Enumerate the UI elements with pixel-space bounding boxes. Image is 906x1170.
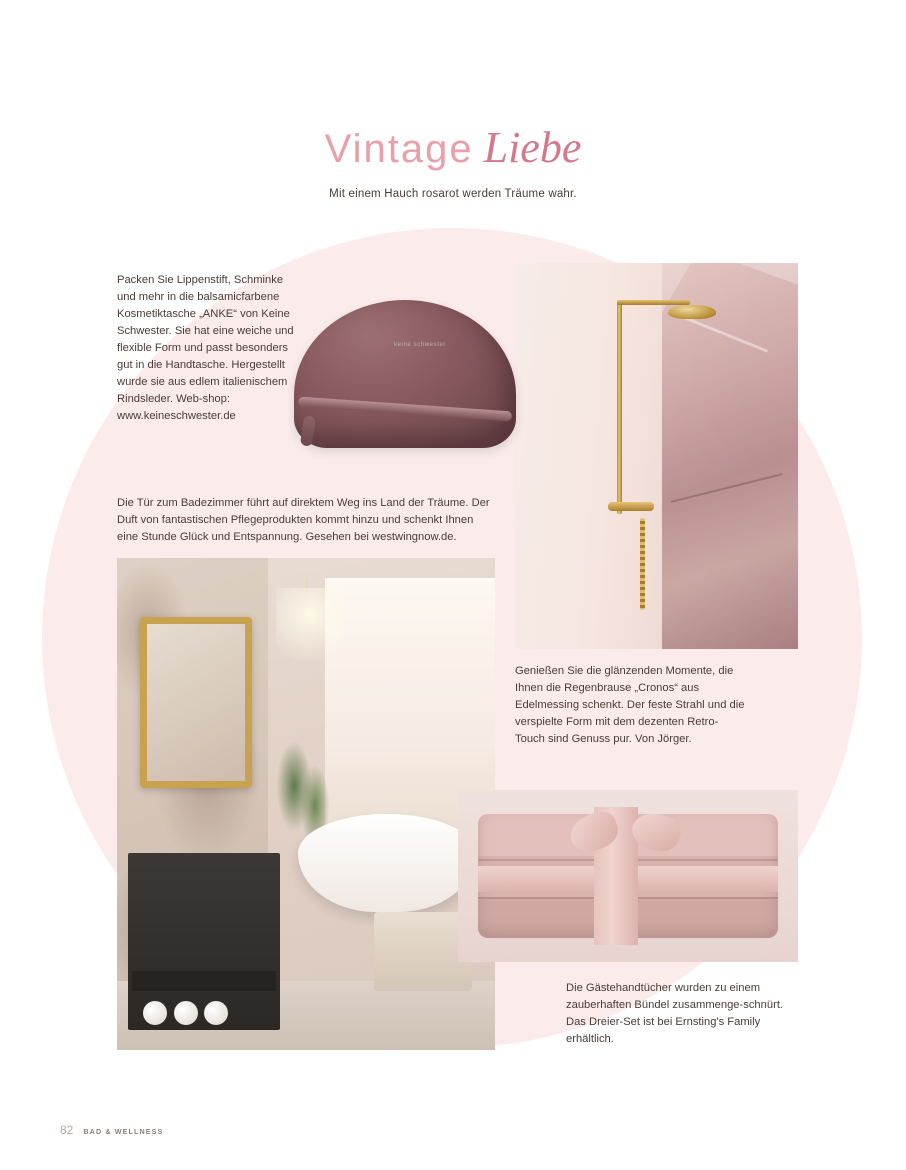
page-number: 82 — [60, 1123, 74, 1137]
towel-roll — [174, 1001, 198, 1025]
caption-towels: Die Gästehandtücher wurden zu einem zauberhaften Bündel zusammenge-schnürt. Das Dreier-Set ist bei Ernsting's Family erhältlich. — [566, 982, 784, 1046]
page-subtitle: Mit einem Hauch rosarot werden Träume wahr. — [329, 188, 577, 200]
image-cosmetic-bag — [288, 286, 530, 466]
shower-marble-wall — [662, 263, 798, 649]
shower-arm — [617, 300, 691, 305]
console-table-shelf — [132, 971, 276, 991]
shower-pipe — [617, 302, 622, 514]
chandelier-light — [276, 588, 344, 677]
bathtub — [298, 814, 476, 912]
caption-cosmetic-bag: Packen Sie Lippenstift, Schminke und mehr in die balsamicfarbene Kosmetiktasche „ANKE“ von Keine Schwester. Sie hat eine weiche und flexible Form und passt besonders gut in die Handtasche. Hergestellt wurde sie aus edlem italienischem Rindsleder. Web-shop: www.keineschwester.de — [117, 274, 294, 423]
bag-body — [294, 300, 516, 448]
bag-logo-text: keine schwester — [393, 342, 447, 348]
image-towels — [458, 790, 798, 962]
title-word-vintage: Vintage — [324, 127, 474, 171]
title-word-liebe: Liebe — [483, 123, 582, 172]
image-bathroom — [117, 558, 495, 1050]
page-footer — [60, 1123, 163, 1137]
shower-head — [668, 305, 716, 319]
shower-mixer — [608, 502, 653, 511]
page-title — [0, 122, 906, 173]
image-shower — [515, 263, 798, 649]
caption-shower: Genießen Sie die glänzenden Momente, die Ihnen die Regenbrause „Cronos“ aus Edelmessing schenkt. Der feste Strahl und die verspielte Form mit dem dezenten Retro-Touch sind Genuss pur. Von Jörger. — [515, 665, 745, 746]
towel-bow — [570, 804, 680, 860]
footer-section-label: BAD & WELLNESS — [83, 1127, 164, 1136]
caption-bathroom-door: Die Tür zum Badezimmer führt auf direktem Weg ins Land der Träume. Der Duft von fantastischen Pflegeprodukten kommt hinzu und schenkt Ihnen eine Stunde Glück und Entspannung. Gesehen bei westwingnow.de. — [117, 497, 490, 544]
bathroom-mirror — [140, 617, 252, 788]
shower-hose — [640, 518, 645, 611]
